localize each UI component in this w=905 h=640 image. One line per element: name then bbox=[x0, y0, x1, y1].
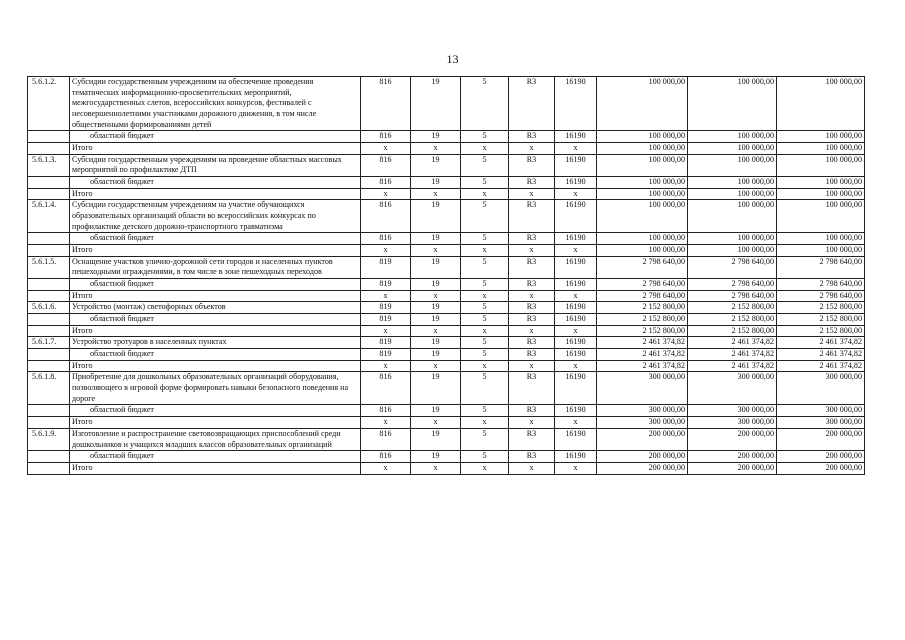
row-grbs: x bbox=[361, 417, 411, 429]
row-code bbox=[28, 314, 70, 326]
row-grbs: 816 bbox=[361, 428, 411, 450]
row-amount-3: 100 000,00 bbox=[777, 188, 865, 200]
row-grbs: 816 bbox=[361, 405, 411, 417]
row-amount-2: 2 798 640,00 bbox=[688, 256, 777, 278]
row-vr: 16190 bbox=[555, 256, 597, 278]
row-code bbox=[28, 325, 70, 337]
row-rz: 19 bbox=[411, 279, 461, 291]
row-code bbox=[28, 279, 70, 291]
row-vr: x bbox=[555, 188, 597, 200]
row-amount-2: 2 152 800,00 bbox=[688, 314, 777, 326]
row-rz: 19 bbox=[411, 154, 461, 176]
row-name: Устройство (монтаж) светофорных объектов bbox=[70, 302, 361, 314]
row-amount-3: 100 000,00 bbox=[777, 131, 865, 143]
row-amount-1: 2 461 374,82 bbox=[597, 349, 688, 361]
row-csr: R3 bbox=[509, 314, 555, 326]
row-name: областной бюджет bbox=[70, 451, 361, 463]
row-amount-2: 300 000,00 bbox=[688, 417, 777, 429]
row-grbs: x bbox=[361, 462, 411, 474]
row-vr: 16190 bbox=[555, 349, 597, 361]
row-amount-2: 2 152 800,00 bbox=[688, 325, 777, 337]
row-vr: x bbox=[555, 245, 597, 257]
row-vr: 16190 bbox=[555, 131, 597, 143]
row-amount-3: 100 000,00 bbox=[777, 77, 865, 131]
row-vr: x bbox=[555, 325, 597, 337]
row-amount-3: 2 152 800,00 bbox=[777, 302, 865, 314]
row-amount-2: 2 461 374,82 bbox=[688, 360, 777, 372]
row-amount-2: 100 000,00 bbox=[688, 200, 777, 233]
table-row bbox=[28, 451, 865, 463]
row-pr: x bbox=[461, 188, 509, 200]
table-row bbox=[28, 325, 865, 337]
row-name: Оснащение участков улично-дорожной сети городов и населенных пунктов пешеходными ограждениями, в том числе в зоне пешеходных переходов bbox=[70, 256, 361, 278]
row-code: 5.6.1.5. bbox=[28, 256, 70, 278]
row-vr: 16190 bbox=[555, 200, 597, 233]
row-csr: R3 bbox=[509, 405, 555, 417]
row-name: Итого bbox=[70, 360, 361, 372]
row-vr: x bbox=[555, 417, 597, 429]
row-pr: 5 bbox=[461, 233, 509, 245]
row-rz: x bbox=[411, 245, 461, 257]
row-amount-3: 100 000,00 bbox=[777, 245, 865, 257]
row-code: 5.6.1.3. bbox=[28, 154, 70, 176]
row-pr: x bbox=[461, 360, 509, 372]
row-amount-3: 100 000,00 bbox=[777, 154, 865, 176]
row-amount-2: 200 000,00 bbox=[688, 462, 777, 474]
row-csr: x bbox=[509, 325, 555, 337]
row-rz: x bbox=[411, 290, 461, 302]
row-amount-3: 2 461 374,82 bbox=[777, 349, 865, 361]
row-pr: 5 bbox=[461, 200, 509, 233]
row-code: 5.6.1.4. bbox=[28, 200, 70, 233]
row-grbs: 819 bbox=[361, 302, 411, 314]
row-amount-1: 2 461 374,82 bbox=[597, 337, 688, 349]
row-amount-1: 2 152 800,00 bbox=[597, 314, 688, 326]
row-amount-1: 2 798 640,00 bbox=[597, 290, 688, 302]
row-rz: 19 bbox=[411, 314, 461, 326]
row-amount-3: 300 000,00 bbox=[777, 405, 865, 417]
row-pr: 5 bbox=[461, 279, 509, 291]
row-csr: R3 bbox=[509, 256, 555, 278]
row-csr: x bbox=[509, 188, 555, 200]
row-rz: 19 bbox=[411, 451, 461, 463]
row-csr: x bbox=[509, 462, 555, 474]
row-grbs: 819 bbox=[361, 349, 411, 361]
row-name: Приобретение для дошкольных образовательных организаций оборудования, позволяющего в игровой форме формировать навыки безопасного поведения на дороге bbox=[70, 372, 361, 405]
table-row bbox=[28, 405, 865, 417]
row-code bbox=[28, 290, 70, 302]
row-pr: 5 bbox=[461, 451, 509, 463]
row-amount-2: 2 461 374,82 bbox=[688, 337, 777, 349]
row-amount-3: 300 000,00 bbox=[777, 417, 865, 429]
row-grbs: 819 bbox=[361, 337, 411, 349]
table-row bbox=[28, 177, 865, 189]
row-code bbox=[28, 360, 70, 372]
row-code: 5.6.1.7. bbox=[28, 337, 70, 349]
row-rz: 19 bbox=[411, 337, 461, 349]
row-csr: x bbox=[509, 290, 555, 302]
row-amount-1: 200 000,00 bbox=[597, 462, 688, 474]
table-row bbox=[28, 188, 865, 200]
table-row bbox=[28, 337, 865, 349]
row-code bbox=[28, 188, 70, 200]
row-name: областной бюджет bbox=[70, 279, 361, 291]
table-row bbox=[28, 143, 865, 155]
row-rz: x bbox=[411, 360, 461, 372]
row-code: 5.6.1.6. bbox=[28, 302, 70, 314]
row-vr: 16190 bbox=[555, 279, 597, 291]
row-amount-3: 2 152 800,00 bbox=[777, 314, 865, 326]
row-csr: R3 bbox=[509, 428, 555, 450]
row-csr: R3 bbox=[509, 337, 555, 349]
row-amount-2: 100 000,00 bbox=[688, 77, 777, 131]
row-pr: x bbox=[461, 462, 509, 474]
row-name: областной бюджет bbox=[70, 177, 361, 189]
row-csr: R3 bbox=[509, 372, 555, 405]
row-csr: x bbox=[509, 245, 555, 257]
row-amount-1: 100 000,00 bbox=[597, 77, 688, 131]
row-amount-1: 100 000,00 bbox=[597, 154, 688, 176]
row-name: Изготовление и распространение световозвращающих приспособлений среди дошкольников и учащихся младших классов образовательных организаций bbox=[70, 428, 361, 450]
row-amount-1: 300 000,00 bbox=[597, 405, 688, 417]
row-code: 5.6.1.8. bbox=[28, 372, 70, 405]
row-amount-3: 200 000,00 bbox=[777, 462, 865, 474]
row-grbs: 819 bbox=[361, 256, 411, 278]
row-grbs: 816 bbox=[361, 200, 411, 233]
row-grbs: x bbox=[361, 188, 411, 200]
row-csr: R3 bbox=[509, 349, 555, 361]
row-grbs: 816 bbox=[361, 77, 411, 131]
row-name: Итого bbox=[70, 188, 361, 200]
row-vr: 16190 bbox=[555, 372, 597, 405]
row-grbs: x bbox=[361, 290, 411, 302]
row-pr: 5 bbox=[461, 337, 509, 349]
row-vr: 16190 bbox=[555, 177, 597, 189]
row-name: областной бюджет bbox=[70, 405, 361, 417]
row-amount-2: 300 000,00 bbox=[688, 372, 777, 405]
row-amount-1: 100 000,00 bbox=[597, 245, 688, 257]
row-vr: x bbox=[555, 143, 597, 155]
row-code bbox=[28, 177, 70, 189]
row-amount-1: 2 152 800,00 bbox=[597, 302, 688, 314]
row-amount-2: 200 000,00 bbox=[688, 428, 777, 450]
table-row bbox=[28, 349, 865, 361]
row-rz: 19 bbox=[411, 256, 461, 278]
row-pr: 5 bbox=[461, 314, 509, 326]
budget-table bbox=[27, 76, 865, 475]
row-amount-2: 100 000,00 bbox=[688, 245, 777, 257]
row-pr: x bbox=[461, 417, 509, 429]
row-name: областной бюджет bbox=[70, 349, 361, 361]
table-row bbox=[28, 245, 865, 257]
row-pr: 5 bbox=[461, 349, 509, 361]
row-name: Итого bbox=[70, 290, 361, 302]
row-name: Устройство тротуаров в населенных пунктах bbox=[70, 337, 361, 349]
row-vr: 16190 bbox=[555, 405, 597, 417]
row-name: областной бюджет bbox=[70, 233, 361, 245]
row-csr: R3 bbox=[509, 451, 555, 463]
row-vr: 16190 bbox=[555, 337, 597, 349]
row-amount-1: 100 000,00 bbox=[597, 177, 688, 189]
row-amount-3: 2 798 640,00 bbox=[777, 256, 865, 278]
row-amount-2: 200 000,00 bbox=[688, 451, 777, 463]
row-code bbox=[28, 451, 70, 463]
table-row bbox=[28, 290, 865, 302]
row-amount-2: 100 000,00 bbox=[688, 233, 777, 245]
row-amount-2: 100 000,00 bbox=[688, 143, 777, 155]
row-amount-2: 300 000,00 bbox=[688, 405, 777, 417]
row-code bbox=[28, 143, 70, 155]
table-row bbox=[28, 417, 865, 429]
row-amount-3: 100 000,00 bbox=[777, 233, 865, 245]
row-pr: 5 bbox=[461, 372, 509, 405]
row-amount-1: 100 000,00 bbox=[597, 233, 688, 245]
row-grbs: x bbox=[361, 245, 411, 257]
row-amount-3: 300 000,00 bbox=[777, 372, 865, 405]
row-amount-1: 2 461 374,82 bbox=[597, 360, 688, 372]
row-amount-1: 200 000,00 bbox=[597, 451, 688, 463]
row-name: Итого bbox=[70, 462, 361, 474]
row-amount-2: 100 000,00 bbox=[688, 177, 777, 189]
row-amount-1: 2 798 640,00 bbox=[597, 256, 688, 278]
row-amount-1: 100 000,00 bbox=[597, 131, 688, 143]
row-csr: R3 bbox=[509, 154, 555, 176]
row-name: Итого bbox=[70, 417, 361, 429]
row-rz: 19 bbox=[411, 428, 461, 450]
row-amount-1: 300 000,00 bbox=[597, 372, 688, 405]
row-amount-2: 100 000,00 bbox=[688, 188, 777, 200]
row-amount-1: 2 798 640,00 bbox=[597, 279, 688, 291]
row-csr: R3 bbox=[509, 131, 555, 143]
row-amount-3: 2 461 374,82 bbox=[777, 360, 865, 372]
row-rz: 19 bbox=[411, 200, 461, 233]
row-name: Субсидии государственным учреждениям на участие обучающихся образовательных организаций области во всероссийских конкурсах по профилактике детского дорожно-транспортного травматизма bbox=[70, 200, 361, 233]
row-name: Субсидии государственным учреждениям на обеспечение проведения тематических информационно-просветительских мероприятий, межгосударственных слетов, всероссийских конкурсов, фестивалей с несовершеннолетними участниками дорожного движения, в том числе общественными формированиями детей bbox=[70, 77, 361, 131]
row-pr: 5 bbox=[461, 302, 509, 314]
row-amount-3: 100 000,00 bbox=[777, 200, 865, 233]
row-amount-3: 2 152 800,00 bbox=[777, 325, 865, 337]
row-pr: x bbox=[461, 325, 509, 337]
row-rz: 19 bbox=[411, 405, 461, 417]
row-csr: R3 bbox=[509, 77, 555, 131]
row-rz: 19 bbox=[411, 372, 461, 405]
table-row bbox=[28, 256, 865, 278]
table-row bbox=[28, 302, 865, 314]
row-code bbox=[28, 417, 70, 429]
row-grbs: x bbox=[361, 360, 411, 372]
row-code: 5.6.1.9. bbox=[28, 428, 70, 450]
table-row bbox=[28, 200, 865, 233]
table-body bbox=[28, 77, 865, 475]
table-row bbox=[28, 372, 865, 405]
row-vr: 16190 bbox=[555, 451, 597, 463]
table-row bbox=[28, 462, 865, 474]
row-code bbox=[28, 131, 70, 143]
table-row bbox=[28, 314, 865, 326]
row-csr: R3 bbox=[509, 200, 555, 233]
row-vr: 16190 bbox=[555, 302, 597, 314]
table-row bbox=[28, 77, 865, 131]
row-csr: R3 bbox=[509, 279, 555, 291]
row-grbs: x bbox=[361, 143, 411, 155]
row-amount-3: 100 000,00 bbox=[777, 143, 865, 155]
row-name: Итого bbox=[70, 325, 361, 337]
row-pr: 5 bbox=[461, 154, 509, 176]
row-pr: 5 bbox=[461, 256, 509, 278]
table-row bbox=[28, 131, 865, 143]
row-amount-1: 2 152 800,00 bbox=[597, 325, 688, 337]
row-amount-1: 100 000,00 bbox=[597, 143, 688, 155]
row-vr: 16190 bbox=[555, 314, 597, 326]
row-vr: x bbox=[555, 290, 597, 302]
row-rz: 19 bbox=[411, 233, 461, 245]
row-pr: 5 bbox=[461, 177, 509, 189]
row-pr: 5 bbox=[461, 405, 509, 417]
row-pr: x bbox=[461, 290, 509, 302]
row-csr: x bbox=[509, 417, 555, 429]
row-rz: x bbox=[411, 462, 461, 474]
row-amount-3: 200 000,00 bbox=[777, 451, 865, 463]
row-csr: R3 bbox=[509, 302, 555, 314]
row-amount-3: 2 798 640,00 bbox=[777, 279, 865, 291]
row-pr: 5 bbox=[461, 131, 509, 143]
row-grbs: 816 bbox=[361, 451, 411, 463]
row-rz: x bbox=[411, 417, 461, 429]
row-grbs: 819 bbox=[361, 279, 411, 291]
row-code bbox=[28, 233, 70, 245]
table-row bbox=[28, 279, 865, 291]
row-rz: 19 bbox=[411, 302, 461, 314]
row-amount-1: 200 000,00 bbox=[597, 428, 688, 450]
row-csr: R3 bbox=[509, 177, 555, 189]
row-amount-2: 2 798 640,00 bbox=[688, 279, 777, 291]
row-grbs: 816 bbox=[361, 233, 411, 245]
row-rz: 19 bbox=[411, 177, 461, 189]
table-row bbox=[28, 233, 865, 245]
row-amount-3: 2 798 640,00 bbox=[777, 290, 865, 302]
row-amount-1: 100 000,00 bbox=[597, 200, 688, 233]
row-vr: 16190 bbox=[555, 154, 597, 176]
row-csr: x bbox=[509, 360, 555, 372]
row-name: Итого bbox=[70, 143, 361, 155]
row-grbs: 816 bbox=[361, 131, 411, 143]
row-grbs: 816 bbox=[361, 177, 411, 189]
row-code bbox=[28, 349, 70, 361]
table-row bbox=[28, 360, 865, 372]
row-csr: x bbox=[509, 143, 555, 155]
row-name: Итого bbox=[70, 245, 361, 257]
row-amount-2: 2 798 640,00 bbox=[688, 290, 777, 302]
page-number: 13 bbox=[446, 52, 459, 66]
row-amount-2: 100 000,00 bbox=[688, 154, 777, 176]
row-rz: 19 bbox=[411, 349, 461, 361]
row-code bbox=[28, 405, 70, 417]
row-grbs: x bbox=[361, 325, 411, 337]
row-code bbox=[28, 245, 70, 257]
row-pr: x bbox=[461, 143, 509, 155]
row-pr: x bbox=[461, 245, 509, 257]
row-amount-3: 200 000,00 bbox=[777, 428, 865, 450]
row-rz: 19 bbox=[411, 77, 461, 131]
row-csr: R3 bbox=[509, 233, 555, 245]
row-code bbox=[28, 462, 70, 474]
table-row bbox=[28, 154, 865, 176]
row-rz: x bbox=[411, 188, 461, 200]
row-vr: 16190 bbox=[555, 233, 597, 245]
row-vr: x bbox=[555, 462, 597, 474]
row-pr: 5 bbox=[461, 428, 509, 450]
row-amount-1: 300 000,00 bbox=[597, 417, 688, 429]
row-code: 5.6.1.2. bbox=[28, 77, 70, 131]
row-amount-2: 2 461 374,82 bbox=[688, 349, 777, 361]
table-row bbox=[28, 428, 865, 450]
row-rz: x bbox=[411, 143, 461, 155]
row-name: Субсидии государственным учреждениям на проведение областных массовых мероприятий по профилактике ДТП bbox=[70, 154, 361, 176]
row-name: областной бюджет bbox=[70, 314, 361, 326]
row-vr: 16190 bbox=[555, 77, 597, 131]
row-amount-3: 100 000,00 bbox=[777, 177, 865, 189]
row-amount-2: 2 152 800,00 bbox=[688, 302, 777, 314]
row-grbs: 816 bbox=[361, 154, 411, 176]
row-vr: x bbox=[555, 360, 597, 372]
row-rz: x bbox=[411, 325, 461, 337]
row-amount-3: 2 461 374,82 bbox=[777, 337, 865, 349]
row-grbs: 816 bbox=[361, 372, 411, 405]
row-amount-2: 100 000,00 bbox=[688, 131, 777, 143]
row-amount-1: 100 000,00 bbox=[597, 188, 688, 200]
row-name: областной бюджет bbox=[70, 131, 361, 143]
row-rz: 19 bbox=[411, 131, 461, 143]
row-grbs: 819 bbox=[361, 314, 411, 326]
row-vr: 16190 bbox=[555, 428, 597, 450]
row-pr: 5 bbox=[461, 77, 509, 131]
